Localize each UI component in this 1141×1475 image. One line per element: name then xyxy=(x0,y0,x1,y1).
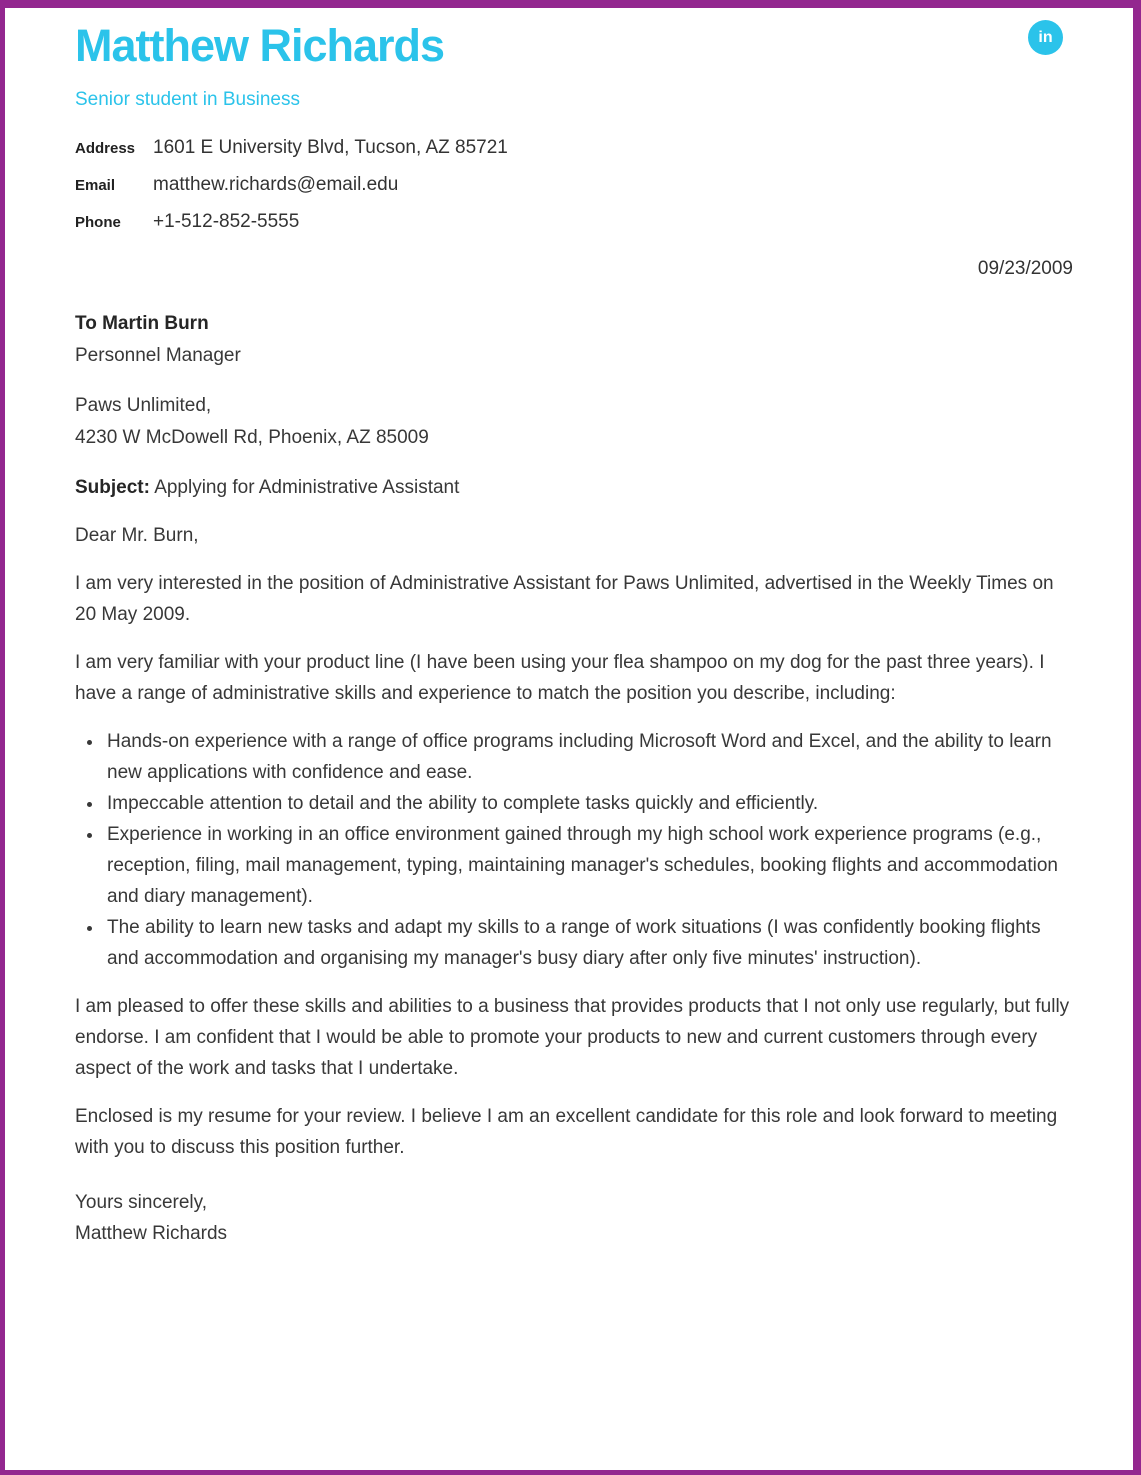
contact-row-address xyxy=(75,137,1073,159)
list-item: • Experience in working in an office environment gained through my high school work experience programs (e.g., reception, filing, mail management, typing, maintaining manager's schedules, booking flights and accommodation and diary management). xyxy=(104,819,1073,912)
contact-row-phone xyxy=(75,211,1073,233)
recipient-title: Personnel Manager xyxy=(75,345,241,367)
contact-row-email xyxy=(75,174,1073,196)
contact-value-phone: +1-512-852-5555 xyxy=(153,211,300,233)
candidate-name: Matthew Richards xyxy=(75,20,445,71)
letter-date: 09/23/2009 xyxy=(977,258,1073,280)
contact-label-email: Email xyxy=(75,177,116,195)
company-address: 4230 W McDowell Rd, Phoenix, AZ 85009 xyxy=(75,427,429,449)
salutation: Dear Mr. Burn, xyxy=(75,525,199,547)
linkedin-icon[interactable]: in xyxy=(1028,20,1063,55)
subject-line xyxy=(75,472,1073,503)
contact-value-email: matthew.richards@email.edu xyxy=(153,174,399,196)
company-block xyxy=(75,390,1073,454)
list-item: • Hands-on experience with a range of office programs including Microsoft Word and Excel, and the ability to learn new applications with confidence and ease. xyxy=(104,726,1073,788)
contact-value-address: 1601 E University Blvd, Tucson, AZ 85721 xyxy=(153,137,508,159)
signoff-text: Yours sincerely, xyxy=(75,1192,208,1214)
paragraph: I am pleased to offer these skills and abilities to a business that provides products that I not only use regularly, but fully endorse. I am confident that I would be able to promote your products to new and current customers through every aspect of the work and tasks that I undertake. xyxy=(75,996,1070,1080)
letter-body xyxy=(75,253,1073,1249)
subject-label: Subject: xyxy=(75,477,150,499)
recipient-name: To Martin Burn xyxy=(75,313,209,335)
list-item: • The ability to learn new tasks and adapt my skills to a range of work situations (I was confidently booking flights and accommodation and organising my manager's busy diary after only five minutes' instruction). xyxy=(104,912,1073,974)
skills-list xyxy=(75,726,1073,974)
contact-label-phone: Phone xyxy=(75,214,121,232)
list-item: • Impeccable attention to detail and the ability to complete tasks quickly and efficiently. xyxy=(104,788,1073,819)
paragraph: Enclosed is my resume for your review. I believe I am an excellent candidate for this role and look forward to meeting with you to discuss this position further. xyxy=(75,1106,1058,1159)
paragraph: I am very familiar with your product line (I have been using your flea shampoo on my dog for the past three years). I have a range of administrative skills and experience to match the position you describe, including: xyxy=(75,652,1045,705)
subject-text: Applying for Administrative Assistant xyxy=(154,477,460,499)
contact-section xyxy=(75,137,1073,233)
company-name: Paws Unlimited, xyxy=(75,395,212,417)
signoff-block xyxy=(75,1187,1073,1249)
candidate-title: Senior student in Business xyxy=(75,89,300,111)
recipient-block xyxy=(75,308,1073,372)
contact-label-address: Address xyxy=(75,140,136,158)
signature-name: Matthew Richards xyxy=(75,1223,228,1245)
paragraph: I am very interested in the position of Administrative Assistant for Paws Unlimited, advertised in the Weekly Times on 20 May 2009. xyxy=(75,573,1054,626)
